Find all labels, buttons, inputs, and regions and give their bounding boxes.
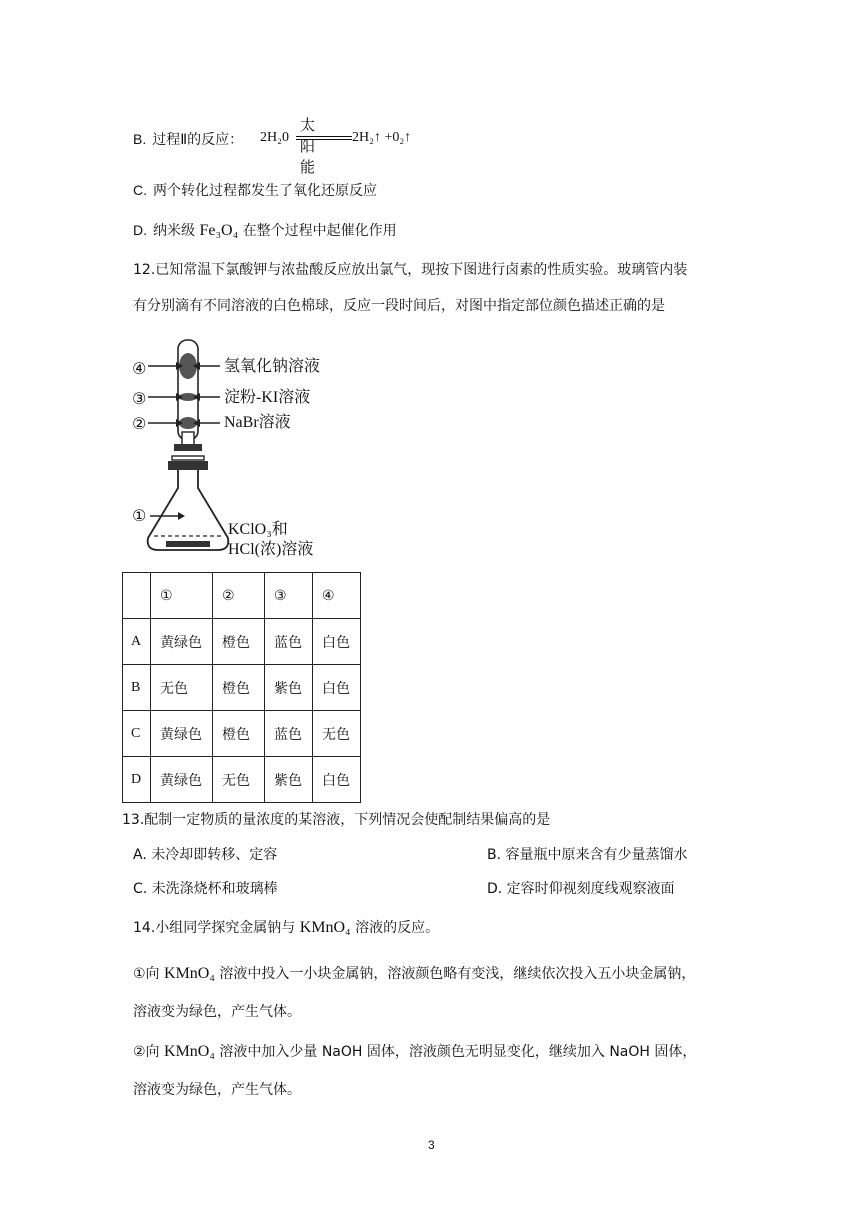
page-number: 3: [428, 1138, 435, 1152]
table-cell: 紫色: [265, 665, 313, 711]
label-hcl: HCl(浓)溶液: [228, 541, 314, 558]
answer-table: [122, 572, 361, 803]
table-cell: [123, 573, 151, 619]
option-text: 过程Ⅱ的反应：: [152, 132, 244, 148]
equals-bar: [296, 139, 352, 140]
table-cell: 白色: [313, 665, 361, 711]
table-cell: 黄绿色: [151, 711, 213, 757]
table-row: [123, 711, 361, 757]
table-header-cell: ②: [213, 573, 265, 619]
q14-para1-line2: 溶液变为绿色，产生气体。: [133, 1004, 301, 1020]
formula: KMnO₄: [164, 1043, 215, 1060]
q14-text: 溶液中投入一小块金属钠，溶液颜色略有变浅，继续依次投入五小块金属钠，: [214, 966, 696, 982]
label-2: ②: [132, 414, 147, 433]
row-label: D: [123, 757, 151, 803]
label-kclo3: KClO₃和: [228, 521, 288, 538]
table-cell: 紫色: [265, 757, 313, 803]
q13-option-a: A. 未冷却即转移、定容: [133, 847, 278, 863]
option-text: 两个转化过程都发生了氧化还原反应: [153, 183, 377, 199]
q14-text: ①向: [133, 966, 165, 982]
flask: [148, 470, 229, 550]
table-cell: 橙色: [213, 665, 265, 711]
label-starch-ki: 淀粉-KI溶液: [224, 389, 311, 406]
row-label: B: [123, 665, 151, 711]
table-row: [123, 619, 361, 665]
option-text: 在整个过程中起催化作用: [238, 223, 397, 239]
table-cell: 无色: [213, 757, 265, 803]
table-header-cell: ③: [265, 573, 313, 619]
row-label: C: [123, 711, 151, 757]
label-naoh: 氢氧化钠溶液: [224, 358, 321, 375]
q14-text: 溶液的反应。: [350, 920, 440, 936]
formula: KMnO₄: [164, 965, 215, 982]
q14-para2-line2: 溶液变为绿色，产生气体。: [133, 1082, 301, 1098]
row-label: A: [123, 619, 151, 665]
option-b: [133, 129, 243, 150]
table-cell: 无色: [151, 665, 213, 711]
question-14: [133, 918, 439, 938]
q14-para1: [133, 964, 695, 984]
table-cell: 橙色: [213, 711, 265, 757]
option-letter: B.: [133, 131, 147, 147]
table-header-cell: ①: [151, 573, 213, 619]
table-cell: 蓝色: [265, 711, 313, 757]
option-c: [133, 180, 377, 201]
equation-lhs: 2H₂0: [260, 130, 289, 145]
table-row: [123, 757, 361, 803]
q13-option-c: C. 未洗涤烧杯和玻璃棒: [133, 881, 278, 897]
table-cell: 黄绿色: [151, 619, 213, 665]
q13-option-b: B. 容量瓶中原来含有少量蒸馏水: [487, 847, 688, 863]
option-letter: D.: [133, 222, 147, 238]
q14-para2: [133, 1042, 696, 1062]
reaction-condition: 太阳能: [300, 116, 316, 176]
table-cell: 黄绿色: [151, 757, 213, 803]
label-3: ③: [132, 389, 147, 408]
q14-text: ②向: [133, 1044, 165, 1060]
formula: KMnO₄: [299, 919, 351, 936]
q14-text: 溶液中加入少量 NaOH 固体，溶液颜色无明显变化，继续加入 NaOH 固体，: [214, 1044, 697, 1060]
table-row: [123, 665, 361, 711]
table-cell: 白色: [313, 619, 361, 665]
option-letter: C.: [133, 182, 147, 198]
table-cell: 橙色: [213, 619, 265, 665]
q13-option-d: D. 定容时仰视刻度线观察液面: [487, 881, 675, 897]
q14-text: 14.小组同学探究金属钠与: [133, 920, 300, 936]
label-nabr: NaBr溶液: [224, 414, 291, 431]
stopper: [174, 444, 202, 451]
equals-bar: [296, 136, 352, 137]
option-text: 纳米级: [153, 223, 200, 239]
question-12-line1: 12.已知常温下氯酸钾与浓盐酸反应放出氯气，现按下图进行卤素的性质实验。玻璃管内装: [133, 262, 688, 278]
table-header-cell: ④: [313, 573, 361, 619]
table-cell: 无色: [313, 711, 361, 757]
formula: Fe₃O₄: [199, 222, 239, 239]
table-cell: 蓝色: [265, 619, 313, 665]
option-d: [133, 220, 397, 241]
label-4: ④: [132, 359, 147, 378]
table-cell: 白色: [313, 757, 361, 803]
label-1: ①: [132, 506, 147, 525]
table-header-row: [123, 573, 361, 619]
question-13: 13.配制一定物质的量浓度的某溶液，下列情况会使配制结果偏高的是: [122, 812, 551, 828]
equation-rhs: 2H₂↑ +0₂↑: [352, 130, 412, 145]
question-12-line2: 有分别滴有不同溶液的白色棉球，反应一段时间后，对图中指定部位颜色描述正确的是: [133, 298, 665, 314]
